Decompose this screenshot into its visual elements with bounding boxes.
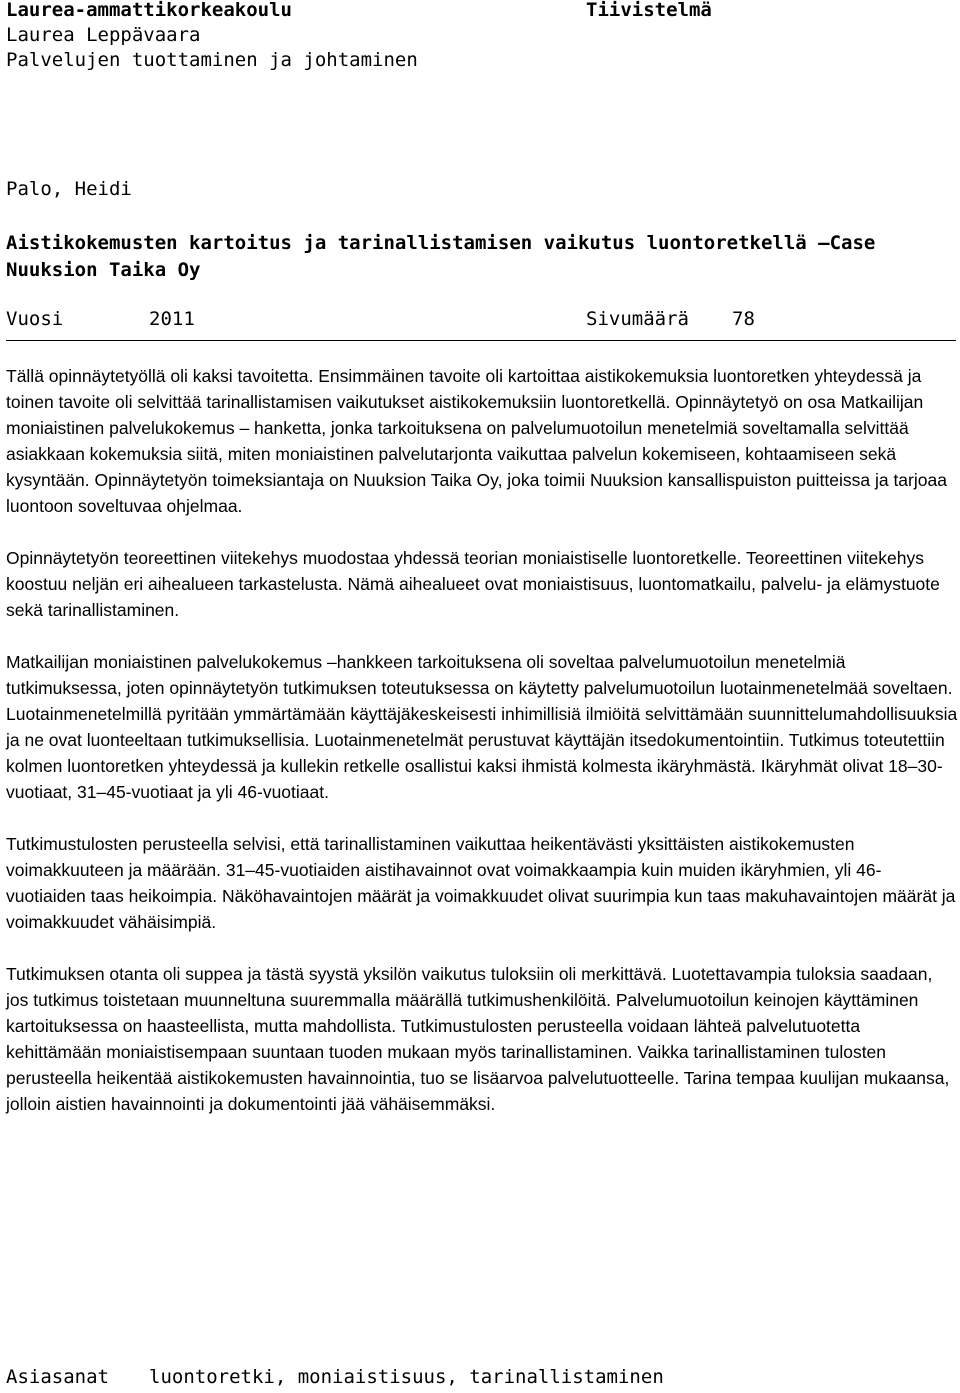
school-name: Laurea-ammattikorkeakoulu — [6, 0, 292, 21]
abstract-paragraph-4: Tutkimustulosten perusteella selvisi, että tarinallistaminen vaikuttaa heikentävästi yksittäisten aistikokemusten voimakkuuteen ja määrään. 31–45-vuotiaiden aistihavainnot ovat voimakkaampia kuin muiden ikäryhmien, yli 46-vuotiaiden taas heikoimpia. Näköhavaintojen määrät ja voimakkuudet olivat suurimpia kun taas makuhavaintojen määrät ja voimakkuudet vähäisimpiä. — [6, 834, 956, 932]
pages-label: Sivumäärä — [586, 308, 689, 330]
year-value: 2011 — [149, 308, 195, 330]
campus-name: Laurea Leppävaara — [6, 24, 201, 46]
abstract-page — [6, 0, 956, 1393]
abstract-paragraph-1: Tällä opinnäytetyöllä oli kaksi tavoitetta. Ensimmäinen tavoite oli kartoittaa aistikokemuksia luontoretken yhteydessä ja toinen tavoite oli selvittää tarinallistamisen vaikutukset aistikokemuksiin luontoretkellä. Opinnäytetyö on osa Matkailijan moniaistinen palvelukokemus – hanketta, jonka tarkoituksena on palvelumuotoilun menetelmiä soveltamalla selvittää asiakkaan kokemuksia siitä, miten moniaistinen palvelutarjonta vaikuttaa palvelun kokemiseen, kohtaamiseen sekä kysyntään. Opinnäytetyön toimeksiantaja on Nuuksion Taika Oy, joka toimii Nuuksion kansallispuiston puitteissa ja tarjoaa luontoon soveltuvaa ohjelmaa. — [6, 366, 947, 516]
abstract-paragraph-2: Opinnäytetyön teoreettinen viitekehys muodostaa yhdessä teorian moniaistiselle luontoretkelle. Teoreettinen viitekehys koostuu neljän eri aihealueen tarkastelusta. Nämä aihealueet ovat moniaistisuus, luontomatkailu, palvelu- ja elämystuote sekä tarinallistaminen. — [6, 548, 940, 620]
abstract-body — [6, 363, 958, 1143]
pages-value: 78 — [732, 308, 755, 330]
keywords-label: Asiasanat — [6, 1366, 109, 1388]
abstract-paragraph-3: Matkailijan moniaistinen palvelukokemus –hankkeen tarkoituksena oli soveltaa palvelumuotoilun menetelmiä tutkimuksessa, joten opinnäytetyön tutkimuksen toteutuksessa on käytetty palvelumuotoilun luotainmenetelmää soveltaen. Luotainmenetelmillä pyritään ymmärtämään käyttäjäkeskeisesti inhimillisiä ilmiöitä selvittämään suunnittelumahdollisuuksia ja ne ovat luonteeltaan tutkimuksellisia. Luotainmenetelmät perustuvat käyttäjän itsedokumentointiin. Tutkimus toteutettiin kolmen luontoretken yhteydessä ja kullekin retkelle osallistui kaksi ihmistä kolmesta ikäryhmästä. Ikäryhmät olivat 18–30-vuotiaat, 31–45-vuotiaat ja yli 46-vuotiaat. — [6, 652, 958, 802]
keywords-value: luontoretki, moniaistisuus, tarinallistaminen — [149, 1366, 664, 1388]
program-name: Palvelujen tuottaminen ja johtaminen — [6, 49, 418, 71]
header-institution — [6, 0, 418, 73]
meta-row — [6, 307, 956, 341]
year-label: Vuosi — [6, 308, 64, 330]
author-name: Palo, Heidi — [6, 178, 132, 200]
thesis-title: Aistikokemusten kartoitus ja tarinallistamisen vaikutus luontoretkellä –Case Nuuksion Taika Oy — [6, 232, 876, 281]
abstract-paragraph-5: Tutkimuksen otanta oli suppea ja tästä syystä yksilön vaikutus tuloksiin oli merkittävä. Luotettavampia tuloksia saadaan, jos tutkimus toistetaan muunneltuna suuremmalla määrällä tutkimushenkilöitä. Palvelumuotoilun keinojen käyttäminen kartoituksessa on haasteellista, mutta mahdollista. Tutkimustulosten perusteella voidaan lähteä palvelutuotetta kehittämään moniaistisempaan suuntaan tuoden mukaan myös tarinallistaminen. Vaikka tarinallistaminen tulosten perusteella heikentää aistikokemusten havainnointia, tuo se lisäarvoa palvelutuotteelle. Tarina tempaa kuulijan mukaansa, jolloin aistien havainnointi ja dokumentointi jää vähäisemmäksi. — [6, 964, 950, 1114]
document-type: Tiivistelmä — [586, 0, 712, 21]
